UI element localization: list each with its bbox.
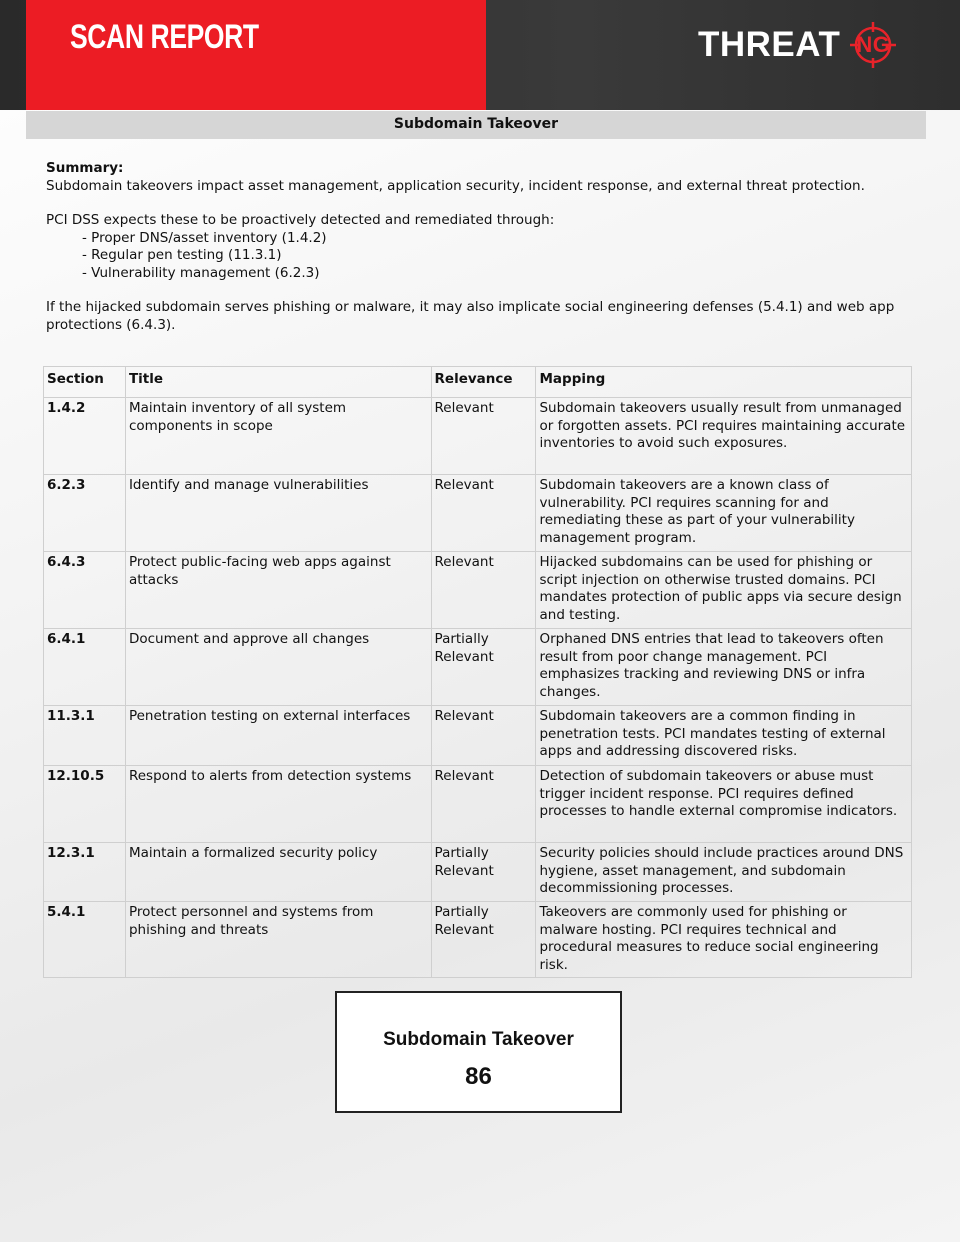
cell-title: Document and approve all changes	[125, 629, 431, 706]
score-title: Subdomain Takeover	[383, 1029, 574, 1050]
cell-relevance: Relevant	[431, 706, 536, 766]
cell-relevance: Partially Relevant	[431, 843, 536, 902]
cell-relevance: Relevant	[431, 766, 536, 843]
cell-section: 12.10.5	[44, 766, 126, 843]
cell-title: Protect public-facing web apps against attacks	[125, 552, 431, 629]
cell-section: 1.4.2	[44, 398, 126, 475]
cell-mapping: Subdomain takeovers usually result from unmanaged or forgotten assets. PCI requires maintaining accurate inventories to avoid such exposures.	[536, 398, 912, 475]
pci-bullet: - Regular pen testing (11.3.1)	[82, 247, 282, 263]
cell-section: 6.2.3	[44, 475, 126, 552]
crosshair-icon	[850, 22, 896, 68]
cell-mapping: Takeovers are commonly used for phishing or malware hosting. PCI requires technical and procedural measures to reduce social engineering risk.	[536, 902, 912, 978]
cell-mapping: Hijacked subdomains can be used for phishing or script injection on otherwise trusted domains. PCI mandates protection of public apps via secure design and testing.	[536, 552, 912, 629]
cell-section: 6.4.3	[44, 552, 126, 629]
pci-intro: PCI DSS expects these to be proactively detected and remediated through:	[46, 212, 555, 228]
cell-mapping: Security policies should include practices around DNS hygiene, asset management, and subdomain decommissioning processes.	[536, 843, 912, 902]
cell-relevance: Relevant	[431, 552, 536, 629]
table-row	[44, 706, 912, 766]
cell-relevance: Relevant	[431, 398, 536, 475]
cell-section: 5.4.1	[44, 902, 126, 978]
report-header	[0, 0, 960, 110]
col-header-section: Section	[44, 367, 126, 398]
logo-text: THREAT	[698, 25, 841, 64]
table-row	[44, 398, 912, 475]
table-row	[44, 552, 912, 629]
section-title-bar: Subdomain Takeover	[26, 111, 926, 139]
report-title: SCAN REPORT	[70, 18, 259, 56]
cell-mapping: Subdomain takeovers are a known class of vulnerability. PCI requires scanning for and remediating these as part of your vulnerability management program.	[536, 475, 912, 552]
header-red-banner	[26, 0, 486, 110]
cell-section: 12.3.1	[44, 843, 126, 902]
cell-relevance: Relevant	[431, 475, 536, 552]
pci-bullet-list	[46, 230, 916, 283]
cell-relevance: Partially Relevant	[431, 902, 536, 978]
cell-title: Respond to alerts from detection systems	[125, 766, 431, 843]
cell-title: Identify and manage vulnerabilities	[125, 475, 431, 552]
summary-block	[46, 160, 916, 334]
cell-title: Maintain inventory of all system components in scope	[125, 398, 431, 475]
col-header-title: Title	[125, 367, 431, 398]
pci-bullet: - Vulnerability management (6.2.3)	[82, 264, 320, 281]
cell-section: 6.4.1	[44, 629, 126, 706]
cell-mapping: Subdomain takeovers are a common finding in penetration tests. PCI mandates testing of external apps and addressing discovered risks.	[536, 706, 912, 766]
cell-mapping: Orphaned DNS entries that lead to takeovers often result from poor change management. PCI emphasizes tracking and reviewing DNS or infra changes.	[536, 629, 912, 706]
threatng-logo	[698, 20, 896, 70]
score-box	[335, 991, 622, 1113]
pci-bullet: - Proper DNS/asset inventory (1.4.2)	[82, 229, 327, 246]
table-row	[44, 629, 912, 706]
cell-title: Maintain a formalized security policy	[125, 843, 431, 902]
cell-title: Protect personnel and systems from phishing and threats	[125, 902, 431, 978]
table-row	[44, 843, 912, 902]
table-row	[44, 902, 912, 978]
summary-closing: If the hijacked subdomain serves phishing or malware, it may also implicate social engineering defenses (5.4.1) and web app protections (6.4.3).	[46, 299, 895, 333]
summary-intro: Subdomain takeovers impact asset management, application security, incident response, and external threat protection.	[46, 177, 865, 194]
table-row	[44, 766, 912, 843]
table-header-row	[44, 367, 912, 398]
cell-section: 11.3.1	[44, 706, 126, 766]
col-header-mapping: Mapping	[536, 367, 912, 398]
cell-mapping: Detection of subdomain takeovers or abuse must trigger incident response. PCI requires defined processes to handle external compromise indicators.	[536, 766, 912, 843]
cell-title: Penetration testing on external interfaces	[125, 706, 431, 766]
cell-relevance: Partially Relevant	[431, 629, 536, 706]
col-header-relevance: Relevance	[431, 367, 536, 398]
score-value: 86	[465, 1063, 492, 1090]
table-row	[44, 475, 912, 552]
summary-label: Summary:	[46, 160, 124, 176]
pci-mapping-table	[43, 366, 912, 978]
logo-suffix: NG	[856, 32, 891, 57]
